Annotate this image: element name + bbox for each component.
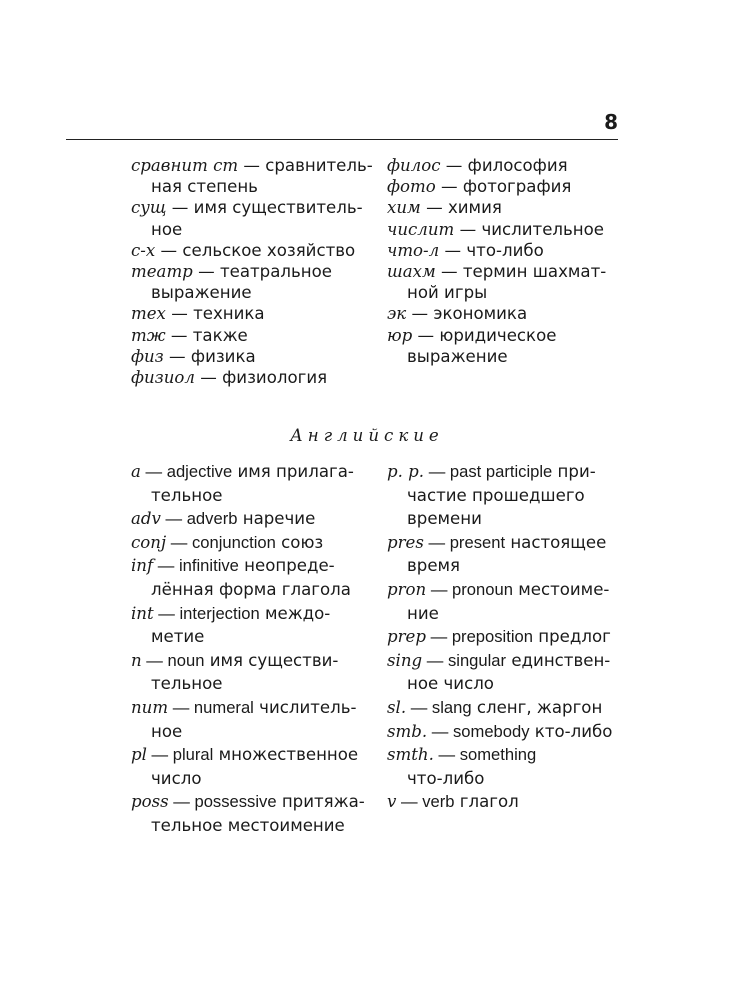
glossary-entry <box>131 790 365 837</box>
english-term: — present <box>423 532 506 552</box>
glossary-entry <box>387 578 612 625</box>
glossary-entry <box>131 155 373 197</box>
entry-first-line <box>131 696 365 720</box>
glossary-entry <box>131 507 365 531</box>
glossary-entry <box>131 197 373 239</box>
definition: — философия <box>440 156 568 175</box>
definition-continuation: ное <box>151 219 183 239</box>
definition: кто-либо <box>529 721 613 741</box>
section-heading: Английские <box>290 426 444 445</box>
definition: неопреде- <box>238 556 335 576</box>
english-abbreviations-right-column <box>387 460 612 814</box>
entry-first-line <box>131 554 365 578</box>
abbreviation: театр <box>131 262 193 282</box>
abbreviation: эк <box>387 304 407 324</box>
page-number: 8 <box>604 110 618 134</box>
english-term: — verb <box>396 792 455 812</box>
glossary-entry <box>387 720 612 744</box>
entry-first-line <box>387 743 612 767</box>
definition: наречие <box>237 509 316 529</box>
definition: имя прилага- <box>232 462 354 481</box>
definition-continuation: выражение <box>151 283 252 303</box>
definition-continuation: частие прошедшего <box>407 485 585 505</box>
glossary-entry <box>387 460 612 531</box>
abbreviation: sing <box>387 650 423 670</box>
abbreviation: p. p. <box>387 462 425 481</box>
abbreviation: conj <box>131 532 167 552</box>
entry-first-line <box>387 261 606 282</box>
definition-continuation: выражение <box>407 346 508 366</box>
entry-first-line <box>131 602 365 626</box>
abbreviation: фото <box>387 177 436 197</box>
definition-continuation: метие <box>151 627 205 647</box>
entry-first-line <box>387 625 612 649</box>
entry-first-line <box>387 649 612 673</box>
abbreviation: n <box>131 650 142 670</box>
definition-continuation: тельное <box>151 485 223 505</box>
definition: — техника <box>165 304 265 324</box>
abbreviation: тж <box>131 325 166 345</box>
entry-first-line <box>387 531 612 555</box>
definition: при- <box>552 462 596 481</box>
english-term: — slang <box>406 697 472 717</box>
abbreviation: pres <box>387 532 424 552</box>
glossary-entry <box>131 325 373 346</box>
definition: — числительное <box>454 219 605 239</box>
definition: — химия <box>420 198 502 218</box>
header-rule <box>66 139 618 140</box>
definition: — театральное <box>192 262 332 282</box>
glossary-entry <box>131 554 365 601</box>
entry-first-line <box>131 303 373 324</box>
glossary-entry <box>387 155 606 176</box>
entry-first-line <box>387 240 606 261</box>
definition: предлог <box>533 627 611 647</box>
abbreviation: шахм <box>387 262 436 282</box>
abbreviation: физиол <box>131 368 195 388</box>
glossary-entry <box>387 696 612 720</box>
definition-continuation: ное <box>151 721 183 741</box>
definition: — физиология <box>194 368 328 388</box>
glossary-entry <box>387 325 606 367</box>
entry-first-line <box>131 743 365 767</box>
abbreviation: smb. <box>387 721 428 741</box>
entry-first-line <box>131 790 365 814</box>
glossary-entry <box>387 649 612 696</box>
english-term: — noun <box>141 650 205 670</box>
english-term: — preposition <box>426 627 533 647</box>
definition-continuation: времени <box>407 509 482 529</box>
english-term: — somebody <box>427 721 530 741</box>
definition: числитель- <box>253 697 357 717</box>
glossary-entry <box>387 240 606 261</box>
definition: местоиме- <box>512 579 610 599</box>
english-term: — something <box>433 745 537 765</box>
abbreviation: num <box>131 697 169 717</box>
definition-continuation: ной игры <box>407 283 488 303</box>
entry-first-line <box>131 531 365 555</box>
glossary-entry <box>387 261 606 303</box>
glossary-entry <box>131 649 365 696</box>
glossary-entry <box>387 790 612 814</box>
abbreviation: prep <box>387 627 426 647</box>
abbreviation: филос <box>387 156 441 175</box>
russian-abbreviations-right-column <box>387 155 606 367</box>
definition-continuation: ние <box>407 603 439 623</box>
definition-continuation: тельное местоимение <box>151 815 345 835</box>
glossary-entry <box>131 346 373 367</box>
entry-first-line <box>131 325 373 346</box>
english-term: — plural <box>146 745 214 765</box>
glossary-entry <box>387 219 606 240</box>
glossary-entry <box>387 176 606 197</box>
definition-continuation: число <box>151 768 202 788</box>
abbreviation: сравнит ст <box>131 156 239 175</box>
definition: притяжа- <box>276 792 365 812</box>
russian-abbreviations-left-column <box>131 155 373 388</box>
glossary-entry <box>131 602 365 649</box>
abbreviation: сущ <box>131 198 167 218</box>
definition: междо- <box>259 603 331 623</box>
entry-first-line <box>131 367 373 388</box>
abbreviation: что-л <box>387 240 440 260</box>
glossary-entry <box>387 531 612 578</box>
entry-first-line <box>387 790 612 814</box>
entry-first-line <box>131 649 365 673</box>
english-abbreviations-left-column <box>131 460 365 838</box>
abbreviation: pron <box>387 579 427 599</box>
entry-first-line <box>387 460 612 484</box>
abbreviation: v <box>387 792 397 812</box>
glossary-entry <box>131 696 365 743</box>
definition: — что-либо <box>439 240 544 260</box>
entry-first-line <box>387 176 606 197</box>
english-term: — numeral <box>168 697 254 717</box>
definition-continuation: ная степень <box>151 177 258 197</box>
abbreviation: числит <box>387 219 455 239</box>
glossary-entry <box>131 261 373 303</box>
definition: множественное <box>213 745 359 765</box>
english-term: — possessive <box>168 792 277 812</box>
abbreviation: a <box>131 462 141 481</box>
glossary-entry <box>131 303 373 324</box>
abbreviation: inf <box>131 556 154 576</box>
entry-first-line <box>131 460 365 484</box>
glossary-entry <box>387 303 606 324</box>
entry-first-line <box>131 240 373 261</box>
glossary-entry <box>131 460 365 507</box>
glossary-entry <box>131 240 373 261</box>
entry-first-line <box>387 197 606 218</box>
abbreviation: хим <box>387 198 421 218</box>
entry-first-line <box>387 155 606 176</box>
definition: сленг, жаргон <box>471 697 603 717</box>
entry-first-line <box>387 325 606 346</box>
definition: настоящее <box>505 532 607 552</box>
definition-continuation: время <box>407 556 461 576</box>
abbreviation: adv <box>131 509 161 529</box>
english-term: — adverb <box>160 509 238 529</box>
abbreviation: int <box>131 603 154 623</box>
english-term: — singular <box>422 650 507 670</box>
english-term: — interjection <box>153 603 260 623</box>
definition: — термин шахмат- <box>435 262 607 282</box>
english-term: — past participle <box>424 462 553 481</box>
abbreviation: тех <box>131 304 166 324</box>
abbreviation: физ <box>131 346 164 366</box>
entry-first-line <box>387 720 612 744</box>
definition: глагол <box>454 792 519 812</box>
english-term: — conjunction <box>166 532 276 552</box>
entry-first-line <box>387 696 612 720</box>
entry-first-line <box>131 261 373 282</box>
abbreviation: sl. <box>387 697 407 717</box>
definition: имя существи- <box>204 650 339 670</box>
glossary-entry <box>131 743 365 790</box>
definition: — имя существитель- <box>166 198 363 218</box>
glossary-entry <box>387 197 606 218</box>
definition: — сравнитель- <box>238 156 373 175</box>
definition: единствен- <box>506 650 611 670</box>
definition-continuation: что-либо <box>407 768 485 788</box>
abbreviation: poss <box>131 792 169 812</box>
definition: — также <box>165 325 248 345</box>
definition: — экономика <box>406 304 528 324</box>
abbreviation: smth. <box>387 745 434 765</box>
definition-continuation: ное число <box>407 674 494 694</box>
abbreviation: pl <box>131 745 147 765</box>
abbreviation: с-х <box>131 240 156 260</box>
definition: — фотография <box>435 177 572 197</box>
entry-first-line <box>387 303 606 324</box>
english-term: — adjective <box>140 462 233 481</box>
definition-continuation: лённая форма глагола <box>151 579 351 599</box>
definition: — физика <box>163 346 256 366</box>
definition-continuation: тельное <box>151 674 223 694</box>
entry-first-line <box>387 219 606 240</box>
entry-first-line <box>131 155 373 176</box>
english-term: — pronoun <box>426 579 513 599</box>
entry-first-line <box>131 197 373 218</box>
entry-first-line <box>387 578 612 602</box>
entry-first-line <box>131 507 365 531</box>
glossary-entry <box>387 625 612 649</box>
definition: — юридическое <box>412 325 557 345</box>
english-term: — infinitive <box>153 556 239 576</box>
glossary-entry <box>131 367 373 388</box>
glossary-entry <box>131 531 365 555</box>
glossary-entry <box>387 743 612 790</box>
definition: — сельское хозяйство <box>155 240 356 260</box>
abbreviation: юр <box>387 325 413 345</box>
entry-first-line <box>131 346 373 367</box>
definition: союз <box>275 532 324 552</box>
